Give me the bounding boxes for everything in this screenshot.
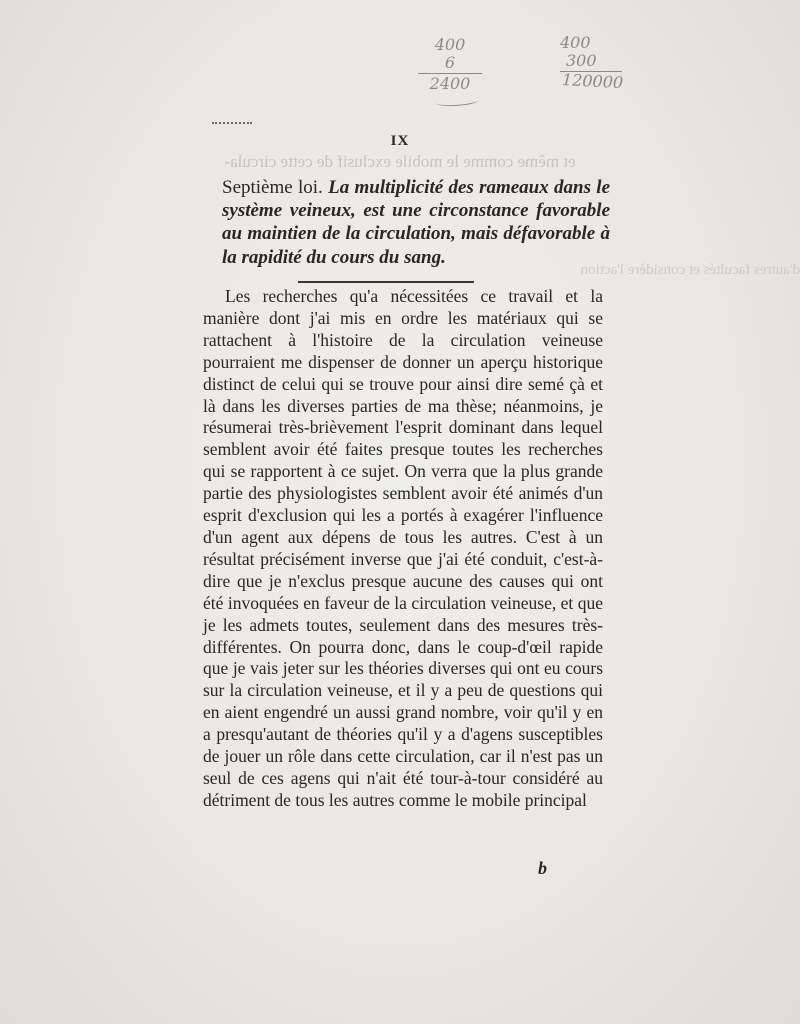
bleed-through-text: et même comme le mobile exclusif de cette circula- <box>224 152 576 171</box>
pencil-dash-mark <box>212 122 252 124</box>
law-label: Septième loi. <box>222 177 323 198</box>
calc-left-swash <box>436 95 479 108</box>
page-folio: IX <box>390 133 410 149</box>
calc-left-bottom: 2400 <box>429 74 471 93</box>
calc-right-line2: 300 <box>566 51 597 70</box>
calc-right-line3: 120000 <box>561 70 624 93</box>
body-paragraph: Les recherches qu'a nécessitées ce travail et la manière dont j'ai mis en ordre les matériaux qui se rattachent à l'histoire de la circulation veineuse pourraient me dispenser de donner un aperçu historique distinct de celui qui se trouve pour ainsi dire semé çà et là dans les diverses parties de ma thèse; néanmoins, je résumerai très-brièvement l'esprit dominant dans lequel semblent avoir été faites presque toutes les recherches qui se rapportent à ce sujet. On verra que la plus grande partie des physiologistes semblent avoir été animés d'un esprit d'exclusion qui les a portés à exagérer l'influence d'un agent aux dépens de tous les autres. C'est à un résultat précisément inverse que j'ai été conduit, c'est-à-dire que je n'exclus presque aucune des causes qui ont été invoquées en faveur de la circulation veineuse, et que je les admets toutes, seulement dans des mesures très-différentes. On pourra donc, dans le coup-d'œil rapide que je vais jeter sur les théories diverses qui ont eu cours sur la circulation veineuse, et il y a peu de questions qui en aient engendré un aussi grand nombre, voir qu'il y en a presqu'autant de théories qu'il y a d'agens susceptibles de jouer un rôle dans cette circulation, car il n'est pas un seul de ces agens qui n'ait été tour-à-tour considéré au détriment de tous les autres comme le mobile principal <box>203 286 603 810</box>
pencil-calculation-left <box>418 36 482 106</box>
bleed-through-text-2: d'autres facultés et considère l'action <box>580 262 800 278</box>
law-text: La multiplicité des rameaux dans le système veineux, est une circonstance favorable au maintien de la circulation, mais défavorable à la rapidité du cours du sang. <box>222 177 611 268</box>
pencil-calculation-right <box>560 34 640 91</box>
body-text <box>203 286 603 812</box>
calc-left-top: 400 <box>434 35 466 54</box>
calc-right-line1: 400 <box>560 33 591 52</box>
signature-mark: b <box>538 858 547 878</box>
law-statement <box>222 176 610 269</box>
calc-left-middle: 6 <box>444 53 456 72</box>
section-divider <box>298 281 474 283</box>
